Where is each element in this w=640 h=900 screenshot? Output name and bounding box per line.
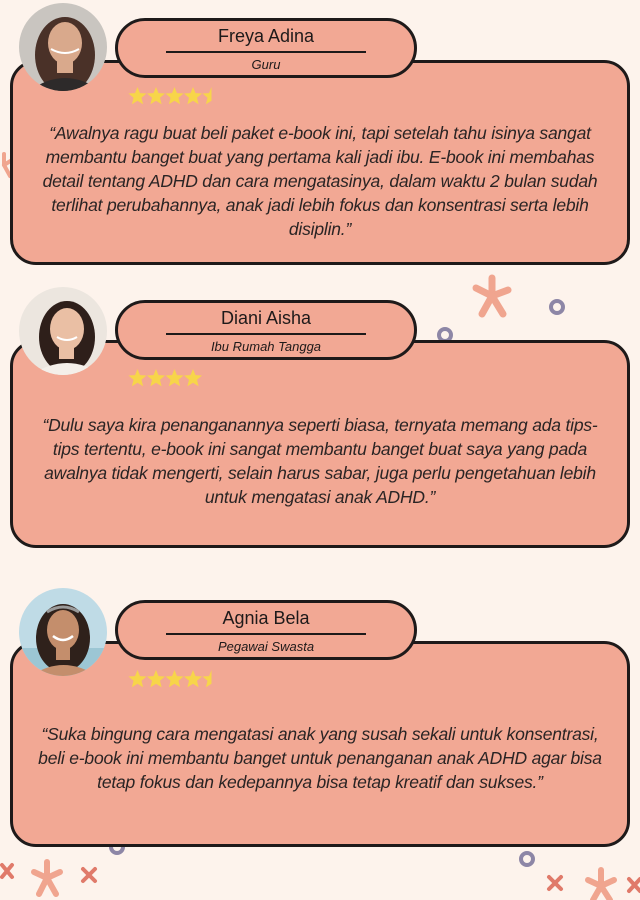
star-icon (184, 369, 202, 386)
cross-decoration-icon (80, 866, 98, 884)
star-rating-icons (128, 86, 228, 106)
star-icon (184, 87, 202, 104)
star-rating-icons (128, 368, 228, 388)
star-icon (128, 369, 146, 386)
name-badge (115, 18, 417, 78)
star-rating (128, 669, 228, 694)
avatar (19, 3, 107, 91)
reviewer-name: Freya Adina (217, 26, 315, 46)
reviewer-name: Diani Aisha (220, 308, 312, 328)
reviewer-role: Pegawai Swasta (217, 639, 315, 654)
star-icon (147, 87, 165, 104)
testimonial-body (10, 60, 630, 265)
star-icon (165, 670, 183, 687)
star-icon (184, 670, 202, 687)
cross-decoration-icon (546, 874, 564, 892)
star-icon (128, 87, 146, 104)
star-rating (128, 368, 228, 393)
asterisk-decoration-icon (470, 272, 514, 320)
star-icon (165, 87, 183, 104)
reviewer-role: Ibu Rumah Tangga (210, 339, 322, 354)
star-icon (165, 369, 183, 386)
testimonial-quote: “Awalnya ragu buat beli paket e-book ini, tapi setelah tahu isinya sangat membantu banget buat yang pertama kali jadi ibu. E-book ini membahas detail tentang ADHD dan cara mengatasinya, dalam waktu 2 bulan sudah terlihat perubahannya, anak jadi lebih fokus dan konsentrasi serta lebih disiplin.” (42, 123, 598, 239)
testimonial-quote: “Dulu saya kira penanganannya seperti biasa, ternyata memang ada tips-tips tertentu, e-book ini sangat membantu banget buat saya yang pada awalnya tidak mengerti, selain harus sabar, juga perlu pengetahuan lebih untuk mengatasi anak ADHD.” (42, 415, 598, 507)
reviewer-role: Guru (251, 57, 281, 72)
star-icon (147, 369, 165, 386)
star-rating (128, 86, 228, 111)
name-badge (115, 600, 417, 660)
star-rating-icons (128, 669, 228, 689)
name-badge (115, 300, 417, 360)
reviewer-name: Agnia Bela (222, 608, 310, 628)
star-half-icon (202, 87, 220, 104)
testimonial-body (10, 340, 630, 548)
divider (166, 633, 366, 635)
star-half-icon (202, 670, 220, 687)
divider (166, 333, 366, 335)
testimonial-quote: “Suka bingung cara mengatasi anak yang susah sekali untuk konsentrasi, beli e-book ini membantu banget untuk penanganan anak ADHD agar bisa tetap fokus dan kedepannya bisa tetap kreatif dan sukses.” (38, 724, 602, 792)
star-icon (128, 670, 146, 687)
asterisk-decoration-icon (30, 858, 64, 898)
divider (166, 51, 366, 53)
testimonial-body (10, 641, 630, 847)
cross-decoration-icon (0, 862, 16, 880)
avatar (19, 287, 107, 375)
cross-decoration-icon (626, 876, 640, 894)
ring-decoration-icon (548, 298, 566, 316)
ring-decoration-icon (518, 850, 536, 868)
star-icon (147, 670, 165, 687)
asterisk-decoration-icon (584, 866, 618, 900)
avatar (19, 588, 107, 676)
